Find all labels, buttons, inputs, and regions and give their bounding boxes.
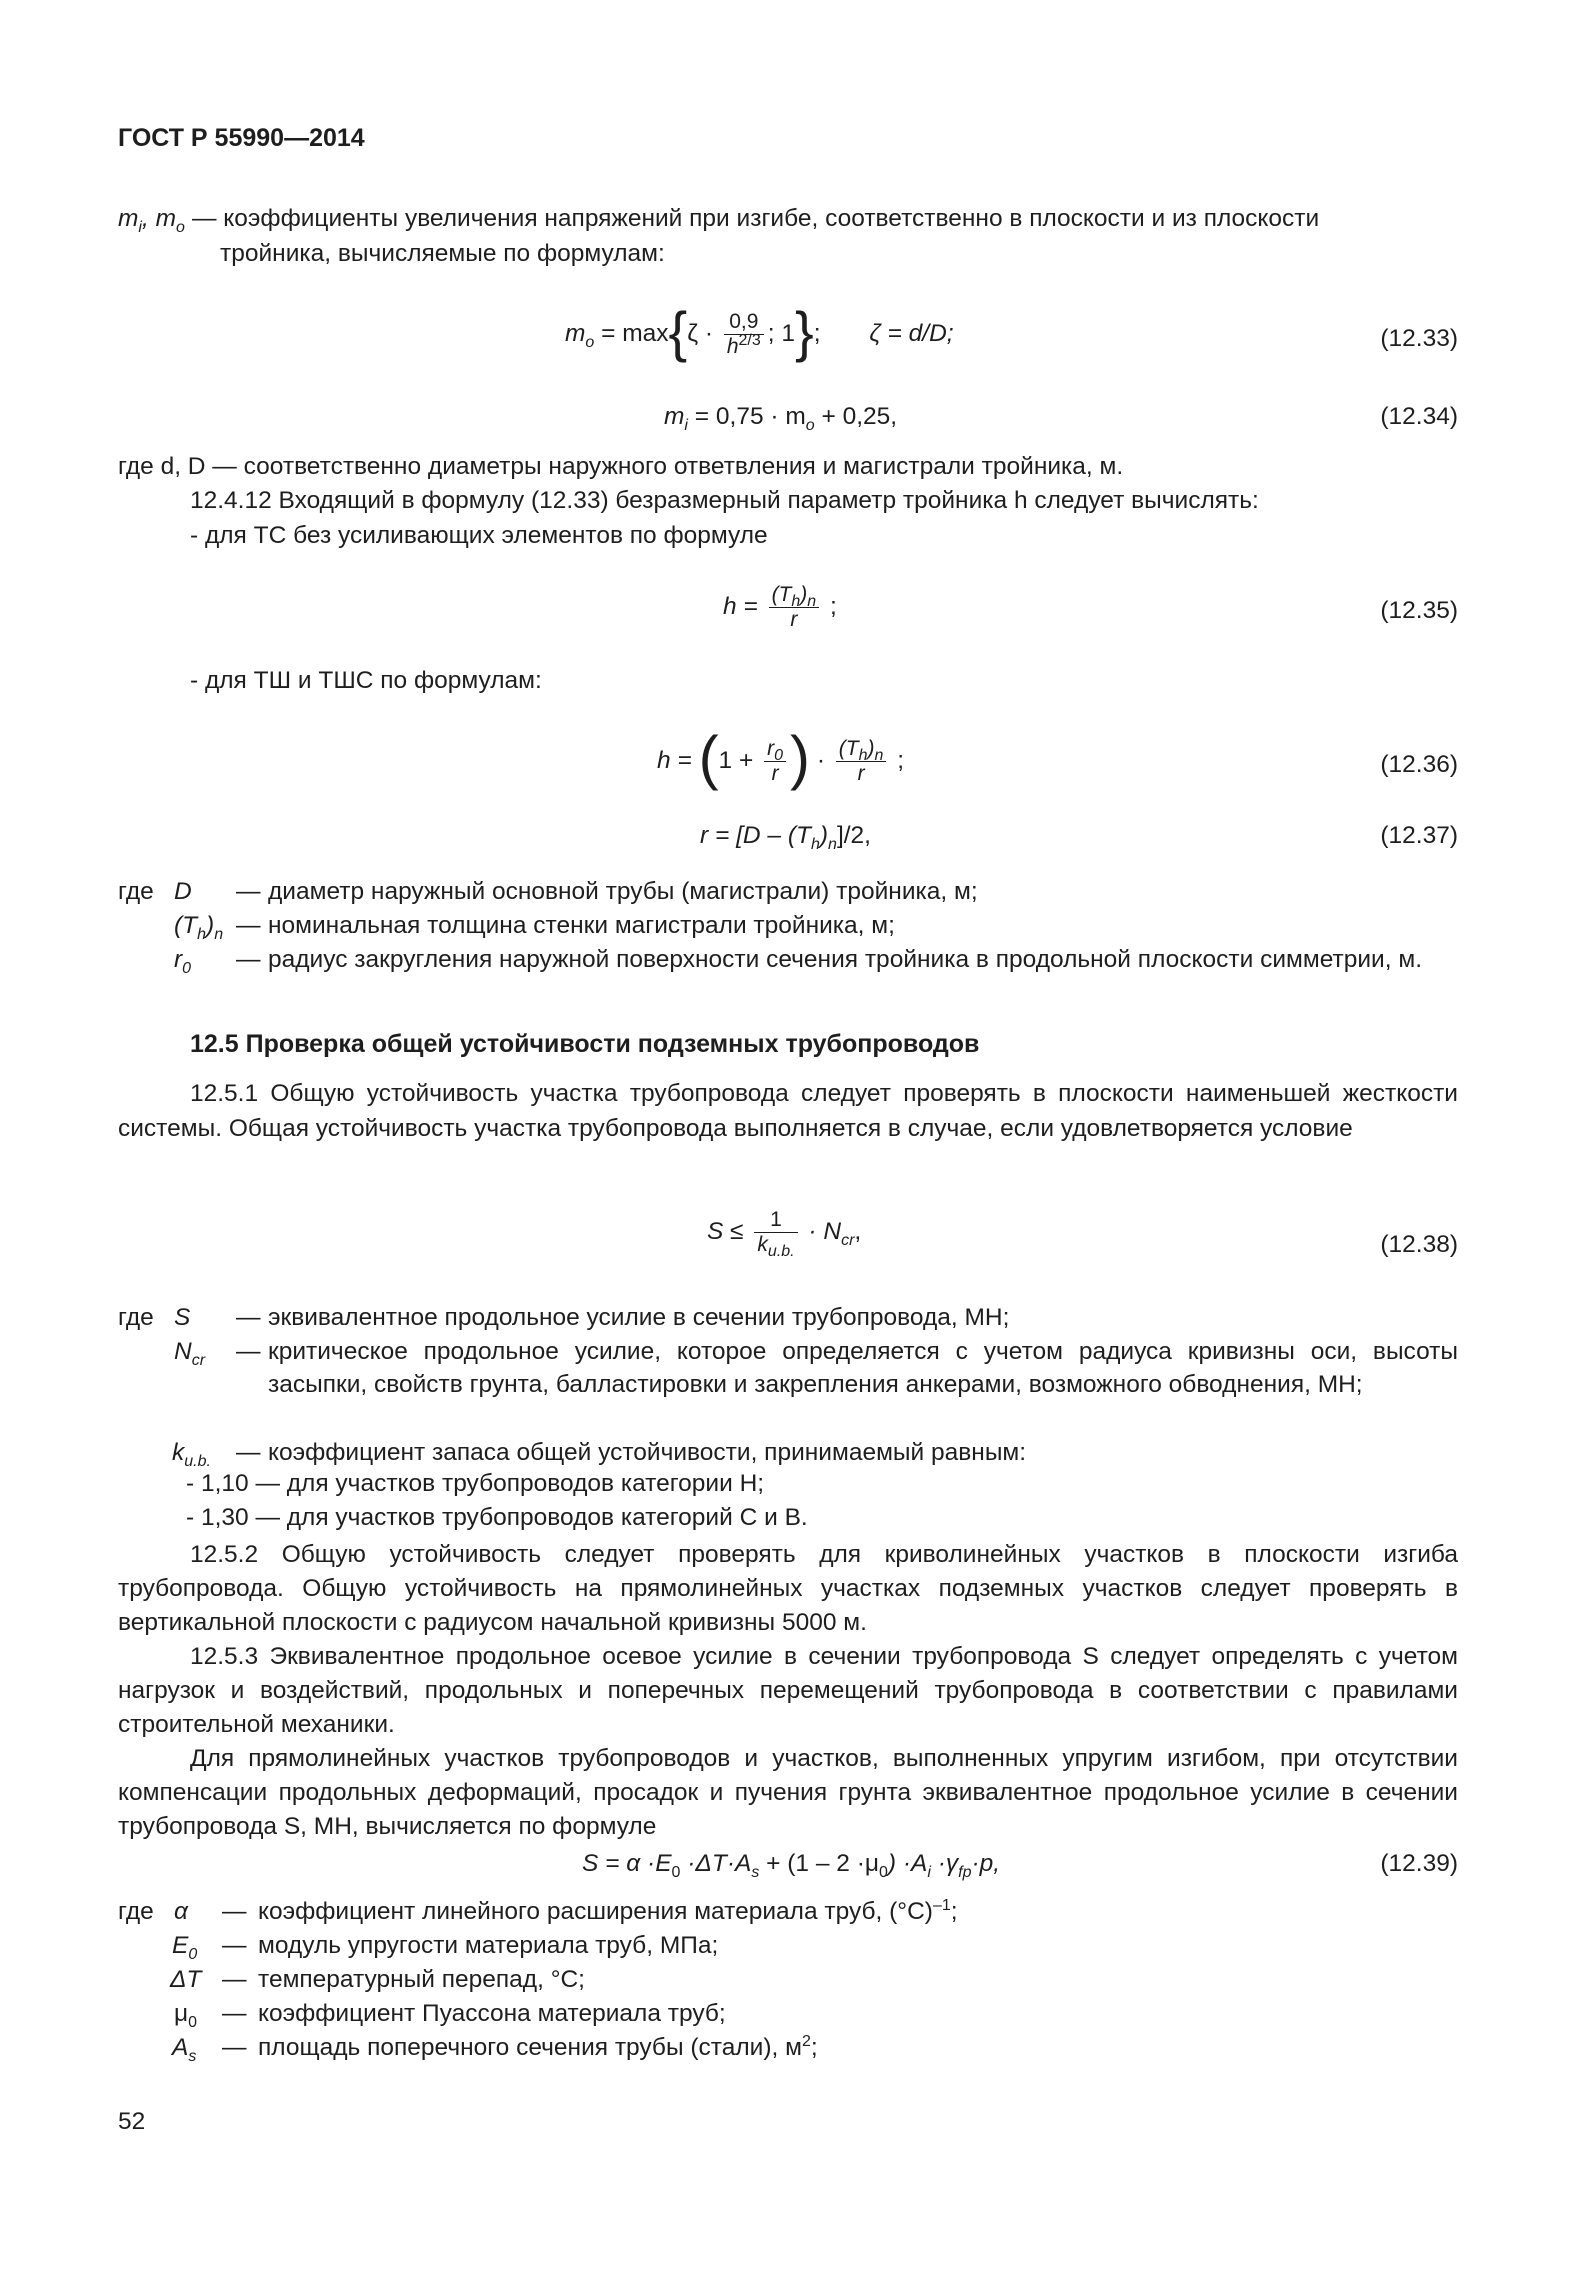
equation-12-33: $m_o = \max\{\zeta$ · $\frac{0,9}{h^{2/3}}$ ; 1}; ζ = d/D; [565, 299, 954, 363]
equation-number-12-39: (12.39) [1380, 1850, 1458, 1877]
definition-r0: $r_0$ — радиус закругления наружной поверхности сечения тройника в продольной плоскости симметрии, м. [174, 946, 1423, 977]
equation-number-12-37: (12.37) [1380, 822, 1458, 849]
paragraph-12-4-12: 12.4.12 Входящий в формулу (12.33) безразмерный параметр тройника h следует вычислять: [190, 487, 1259, 514]
definition-ku: $k_{u.b.}$ — коэффициент запаса общей устойчивости, принимаемый равным: [172, 1439, 1027, 1470]
paragraph-12-5-3: 12.5.3 Эквивалентное продольное осевое усилие в сечении трубопровода S следует определять с учетом нагрузок и воздействий, продольных и поперечных перемещений трубопровода в соответствии с правилами строительной механики. [118, 1643, 1458, 1738]
definition-mu0: $\mu_0$ — коэффициент Пуассона материала труб; [174, 2000, 726, 2031]
definition-Th-n: $(T_h)_n$ — номинальная толщина стенки магистрали тройника, м; [174, 912, 895, 943]
definition-deltaT: ΔT — температурный перепад, °С; [170, 1966, 585, 1993]
document-header: ГОСТ Р 55990—2014 [118, 124, 365, 152]
where-d-D: где d, D — соответственно диаметры наружного ответвления и магистрали тройника, м. [118, 453, 1124, 480]
equation-12-39: $S = \alpha \cdot E_0 \cdot\Delta T\cdot A_s + (1 - 2 \cdot\mu_0) \cdot A_i \cdot\gamma_{fp}\cdot p$, [582, 1850, 1001, 1881]
mimo-definition-line1: — коэффициенты увеличения напряжений при изгибе, соответственно в плоскости и из плоскости [192, 205, 1320, 232]
ku-item-1: - 1,10 — для участков трубопроводов категории Н; [186, 1470, 765, 1497]
mimo-definition-line2: тройника, вычисляемые по формулам: [220, 240, 665, 267]
definition-D: где D — диаметр наружный основной трубы (магистрали) тройника, м; [118, 878, 978, 905]
ku-item-2: - 1,30 — для участков трубопроводов категорий С и В. [186, 1504, 808, 1531]
equation-12-37: $r = [D - (T_h)_n]/2$, [700, 822, 871, 853]
definition-E0: $E_0$ — модуль упругости материала труб, МПа; [172, 1932, 719, 1963]
definition-Ncr: $N_{cr}$ — критическое продольное усилие, которое определяется с учетом радиуса кривизны оси, высоты засыпки, свойств грунта, балластировки и закрепления анкерами, возможного обводнения, МН; [174, 1338, 1458, 1398]
paragraph-12-5-2: 12.5.2 Общую устойчивость следует проверять для криволинейных участков в плоскости изгиба трубопровода. Общую устойчивость на прямолинейных участках подземных участков следует проверять в вертикальной плоскости с радиусом начальной кривизны 5000 м. [118, 1541, 1458, 1636]
equation-12-34: $m_i = 0,75 \cdot m_o + 0,25$, [664, 403, 898, 434]
equation-number-12-38: (12.38) [1380, 1231, 1458, 1258]
equation-number-12-36: (12.36) [1380, 751, 1458, 778]
equation-number-12-34: (12.34) [1380, 403, 1458, 430]
paragraph-12-5-1: 12.5.1 Общую устойчивость участка трубопровода следует проверять в плоскости наименьшей жесткости системы. Общая устойчивость участка трубопровода выполняется в случае, если удовлетворяется условие [118, 1080, 1458, 1142]
paragraph-straight-sections: Для прямолинейных участков трубопроводов и участков, выполненных упругим изгибом, при отсутствии компенсации продольных деформаций, просадок и пучения грунта эквивалентное продольное усилие в сечении трубопровода S, МН, вычисляется по формуле [118, 1745, 1458, 1840]
bullet-tc: - для ТС без усиливающих элементов по формуле [190, 522, 768, 549]
equation-12-35: h = $\frac{(T_h)_n}{r}$ ; [723, 583, 837, 631]
equation-number-12-35: (12.35) [1380, 597, 1458, 624]
mimo-symbols: $m_i$, $m_o$ [118, 205, 185, 236]
section-heading-12-5: 12.5 Проверка общей устойчивости подземных трубопроводов [190, 1030, 980, 1058]
equation-12-36: h = (1 + $\frac{r_0}{r}$ ) · $\frac{(T_h)_n}{r}$ ; [657, 723, 905, 791]
definition-alpha: где α — коэффициент линейного расширения материала труб, $(^\circ С)^{-1}$; [118, 1896, 958, 1925]
equation-12-38: S ≤ $\frac{1}{k_{u.b.}}$ · $N_{cr}$, [707, 1208, 862, 1261]
equation-number-12-33: (12.33) [1380, 325, 1458, 352]
page-number: 52 [118, 2108, 146, 2135]
definition-As: $A_s$ — площадь поперечного сечения трубы (стали), $м^2$; [172, 2032, 818, 2065]
definition-S: где S — эквивалентное продольное усилие в сечении трубопровода, МН; [118, 1304, 1010, 1331]
bullet-tsh: - для ТШ и ТШС по формулам: [190, 667, 542, 694]
